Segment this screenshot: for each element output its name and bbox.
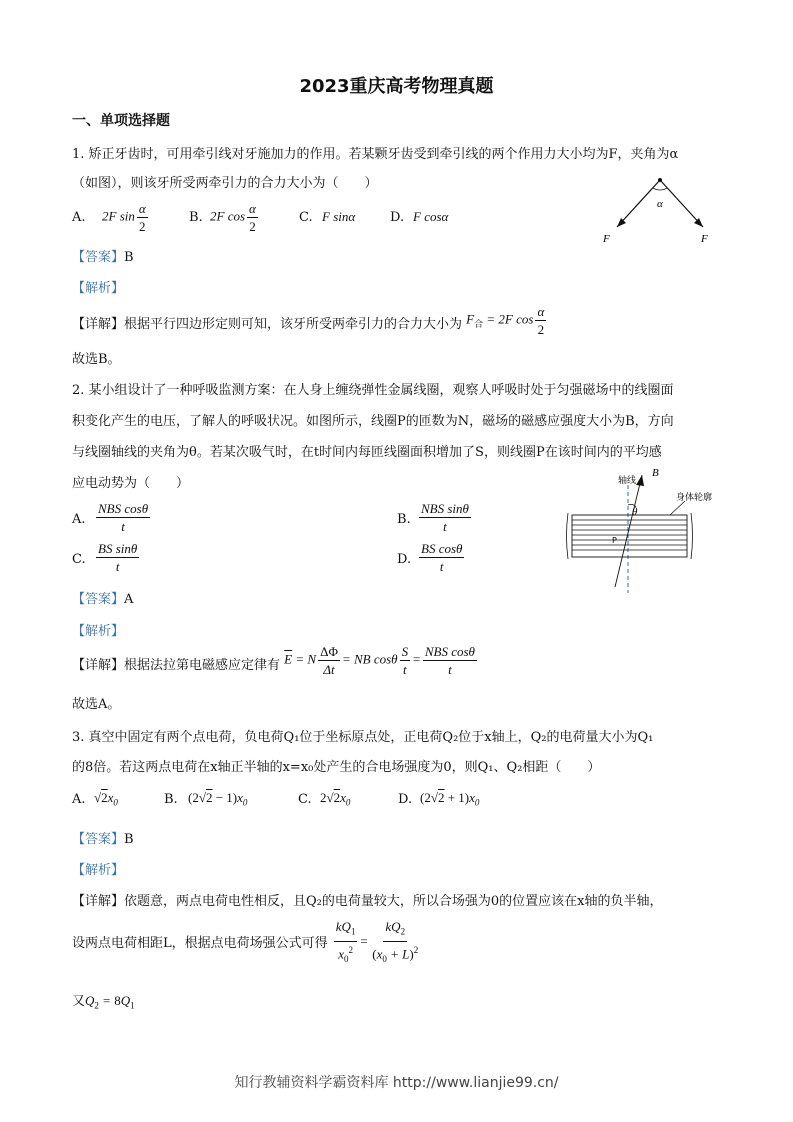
q2-analysis-tag: 【解析】: [72, 624, 125, 639]
q2-stem-line3: 与线圈轴线的夹角为θ。若某次吸气时，在t时间内每匝线圈面积增加了S，则线圈P在该时间内的平均感: [72, 445, 662, 460]
q2-option-d-label: D.: [397, 552, 412, 567]
q3-option-c-label: C.: [298, 792, 312, 807]
q1-stem-line1: 1. 矫正牙齿时，可用牵引线对牙施加力的作用。若某颗牙齿受到牵引线的两个作用力大小均为F，夹角为α: [72, 147, 679, 162]
q2-answer: A: [124, 592, 134, 607]
q2-option-d-formula: $\frac{\text{BS cosθ}}{t}$: [421, 541, 463, 574]
q2-detail-formula: $\overline{E} = N$ $\frac{\Delta\Phi}{\Delta t}$ = NB cosθ $\frac{S}{t}$ = $\frac{\text{NBS cosθ}}{t}$: [284, 644, 475, 677]
q2-option-a-formula: $\frac{\text{NBS cosθ}}{t}$: [98, 501, 149, 534]
q1-analysis-tag: 【解析】: [72, 281, 125, 296]
q3-option-d-formula: $(2√2 + 1)x_0$: [420, 790, 480, 808]
q1-option-d-label: D.: [390, 210, 405, 225]
q3-charge-relation: $Q_2 = 8Q_1$: [85, 993, 135, 1011]
q2-coil-diagram: [560, 465, 740, 595]
q2-stem-line2: 积变化产生的电压，了解人的呼吸状况。如图所示，线圈P的匝数为N，磁场的磁感应强度大小为B，方向: [72, 414, 674, 429]
q3-answer-tag: 【答案】: [72, 832, 125, 847]
q1-option-c-label: C.: [299, 210, 313, 225]
q3-detail-tag: 【详解】: [72, 894, 125, 909]
q3-option-d-label: D.: [398, 792, 413, 807]
q1-detail-formula: $F_合 = 2F$ cos $\frac{\alpha}{2}$: [466, 304, 545, 337]
page-title: 2023重庆高考物理真题: [299, 76, 494, 97]
q2-answer-tag: 【答案】: [72, 592, 125, 607]
q3-detail-text2: 设两点电荷相距L，根据点电荷场强公式可得: [72, 936, 328, 951]
q3-option-a-label: A.: [72, 792, 86, 807]
page-footer: 知行教辅资料学霸资料库 http://www.lianjie99.cn/: [234, 1075, 559, 1091]
q2-option-b-formula: $\frac{\text{NBS sinθ}}{t}$: [421, 501, 469, 534]
q3-option-c-formula: $2√2x_0$: [320, 790, 351, 808]
q2-diagram-theta: θ: [632, 506, 638, 518]
q3-field-formula: $\frac{kQ_1}{x_0^2}$ = $\frac{kQ_2}{(x_0 + L)^2}$: [335, 919, 419, 964]
q1-option-b-label: B.: [189, 210, 203, 225]
q1-diagram-alpha: α: [657, 198, 663, 210]
q2-diagram-body-label: 身体轮廓: [676, 493, 713, 503]
q1-detail-tag: 【详解】: [72, 317, 125, 332]
section-heading: 一、单项选择题: [72, 113, 170, 129]
q2-diagram-b-label: B: [652, 467, 659, 479]
q3-detail-text3: 又: [72, 994, 86, 1009]
q2-stem-line1: 2. 某小组设计了一种呼吸监测方案：在人身上缠绕弹性金属线圈，观察人呼吸时处于匀强磁场中的线圈面: [72, 383, 674, 398]
q3-option-a-formula: $√2x_0$: [94, 790, 118, 808]
q1-answer: B: [124, 250, 134, 265]
q1-option-d-formula: F cosα: [413, 209, 449, 224]
q2-conclusion: 故选A。: [72, 697, 121, 712]
q2-option-c-label: C.: [72, 552, 86, 567]
q2-detail-tag: 【详解】: [72, 658, 125, 673]
q3-option-b-formula: $(2√2 - 1)x_0$: [188, 790, 248, 808]
q1-diagram-f-left: F: [603, 233, 610, 245]
q1-conclusion: 故选B。: [72, 352, 121, 367]
q3-answer: B: [124, 832, 134, 847]
q3-detail-text1: 依题意，两点电荷电性相反，且Q₂的电荷量较大，所以合场强为0的位置应该在x轴的负半轴，: [124, 894, 663, 909]
q1-answer-tag: 【答案】: [72, 250, 125, 265]
q3-options: [72, 789, 532, 813]
q2-option-c-formula: $\frac{\text{BS sinθ}}{t}$: [98, 541, 138, 574]
q1-stem-line2: （如图），则该牙所受两牵引力的合力大小为（ ）: [72, 176, 378, 191]
q1-diagram-f-right: F: [701, 233, 708, 245]
q3-stem-line2: 的8倍。若这两点电荷在x轴正半轴的x=x₀处产生的合电场强度为0，则Q₁、Q₂相距（ ）: [72, 760, 601, 775]
q3-analysis-tag: 【解析】: [72, 863, 125, 878]
q2-stem-line4: 应电动势为（ ）: [72, 476, 190, 491]
q2-option-a-label: A.: [72, 512, 86, 527]
q2-detail-text: 根据法拉第电磁感应定律有: [124, 658, 281, 673]
q1-force-diagram: [595, 172, 725, 247]
q1-option-c-formula: F sinα: [322, 209, 356, 224]
q1-option-b-formula: 2F cos $\frac{\alpha}{2}$: [210, 201, 256, 234]
q3-option-b-label: B.: [164, 792, 178, 807]
q2-options: [72, 500, 512, 580]
q1-options: [72, 200, 492, 240]
q1-option-a-label: A.: [72, 210, 86, 225]
q1-detail-text: 根据平行四边形定则可知，该牙所受两牵引力的合力大小为: [124, 317, 463, 332]
q2-diagram-axis-label: 轴线: [618, 476, 637, 486]
q2-option-b-label: B.: [397, 512, 411, 527]
q2-diagram-p-label: P: [612, 536, 617, 545]
q3-stem-line1: 3. 真空中固定有两个点电荷，负电荷Q₁位于坐标原点处，正电荷Q₂位于x轴上，Q₂的电荷量大小为Q₁: [72, 730, 654, 745]
q1-option-a-formula: 2F sin $\frac{\alpha}{2}$: [102, 201, 146, 234]
